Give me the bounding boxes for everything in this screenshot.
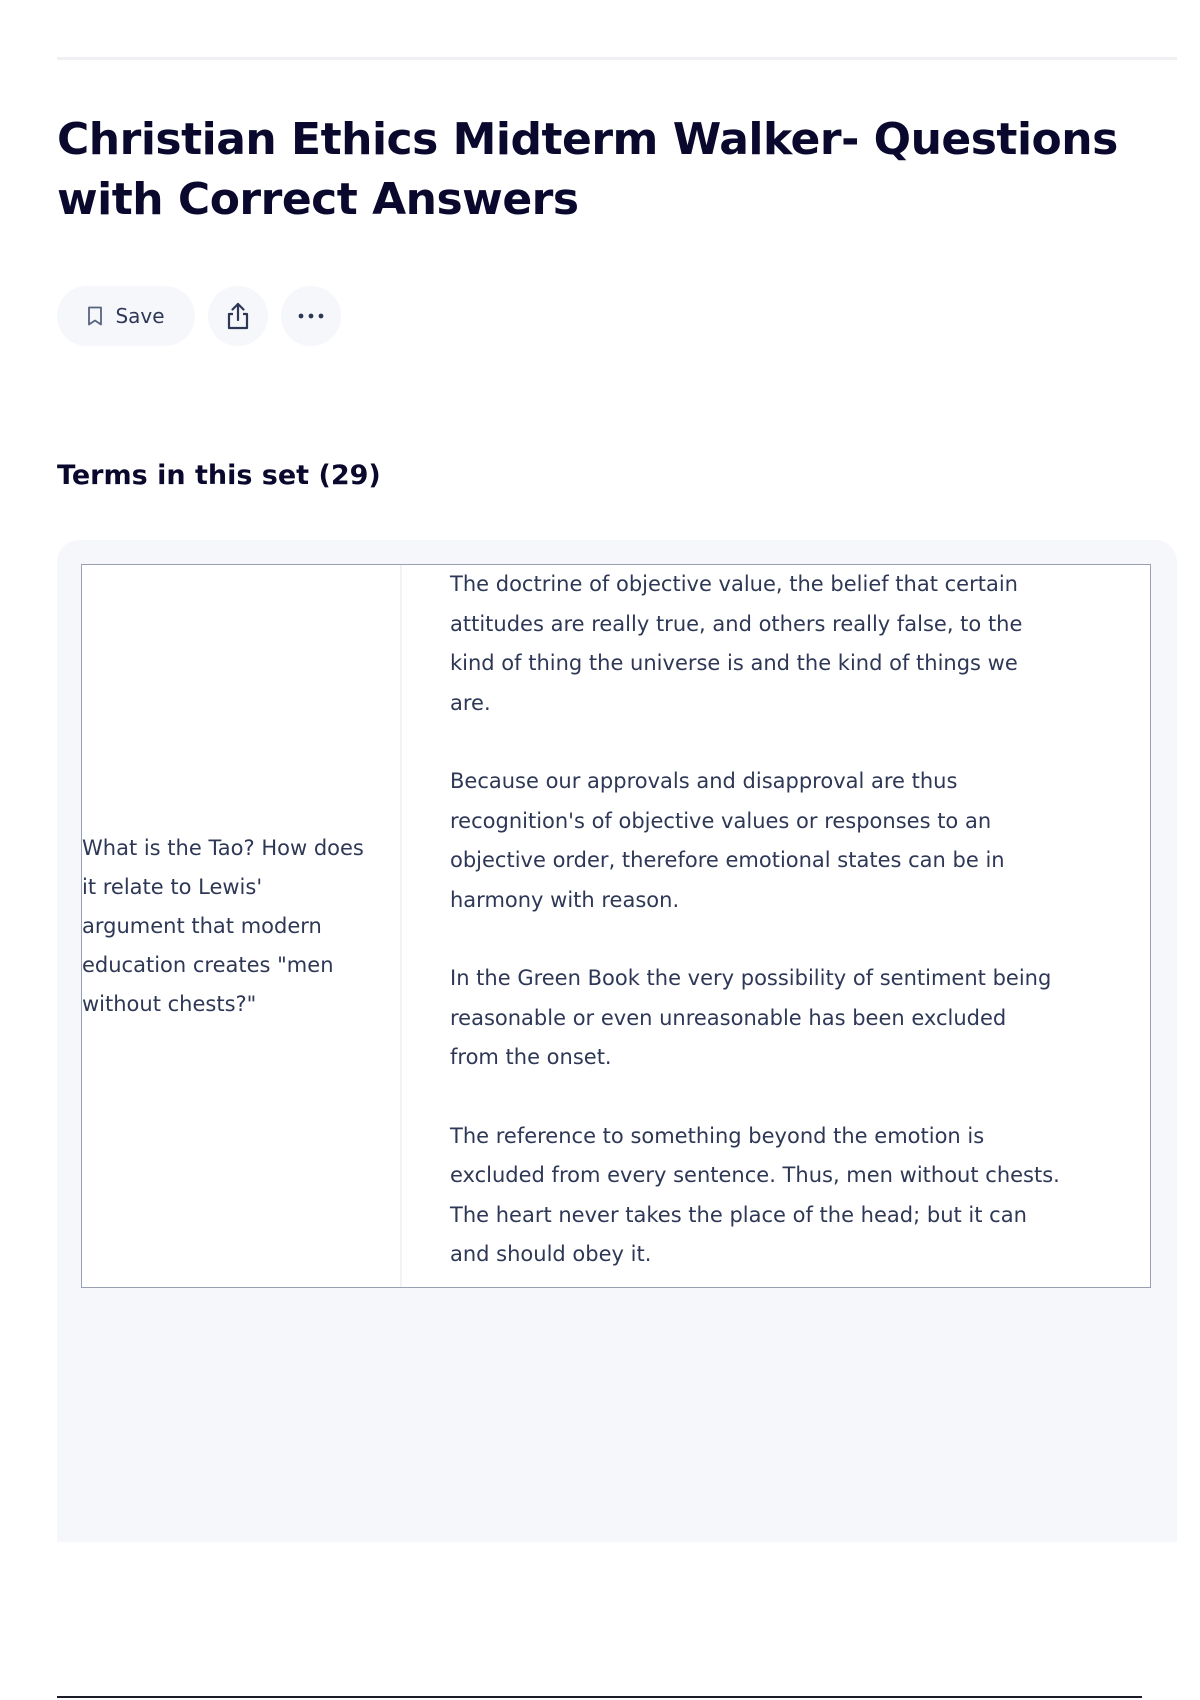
share-icon	[224, 301, 252, 331]
bottom-divider	[57, 1696, 1142, 1698]
term-definition-column	[402, 565, 1150, 1287]
terms-list	[57, 540, 1177, 1542]
save-button[interactable]	[57, 286, 195, 346]
definition-paragraph: The doctrine of objective value, the belief that certain attitudes are really true, and others really false, to the kind of thing the universe is and the kind of things we are.	[450, 572, 1023, 715]
terms-heading: Terms in this set (29)	[57, 460, 381, 491]
bookmark-icon	[87, 306, 103, 326]
definition-paragraph: In the Green Book the very possibility of sentiment being reasonable or even unreasonable has been excluded from the onset.	[450, 966, 1052, 1069]
term-word-column	[82, 565, 402, 1287]
definition-paragraph: Because our approvals and disapproval are thus recognition's of objective values or responses to an objective order, therefore emotional states can be in harmony with reason.	[450, 769, 1005, 912]
more-options-button[interactable]	[281, 286, 341, 346]
more-icon	[297, 312, 325, 320]
term-word: What is the Tao? How does it relate to Lewis' argument that modern education creates "men without chests?"	[82, 835, 364, 1016]
share-button[interactable]	[208, 286, 268, 346]
definition-paragraph: The reference to something beyond the emotion is excluded from every sentence. Thus, men without chests. The heart never takes the place of the head; but it can and should obey it.	[450, 1123, 1060, 1266]
page-title: Christian Ethics Midterm Walker- Questions with Correct Answers	[57, 114, 1118, 225]
term-card[interactable]	[81, 564, 1151, 1288]
top-divider	[57, 57, 1177, 60]
action-bar	[57, 286, 341, 346]
save-label: Save	[115, 304, 165, 328]
